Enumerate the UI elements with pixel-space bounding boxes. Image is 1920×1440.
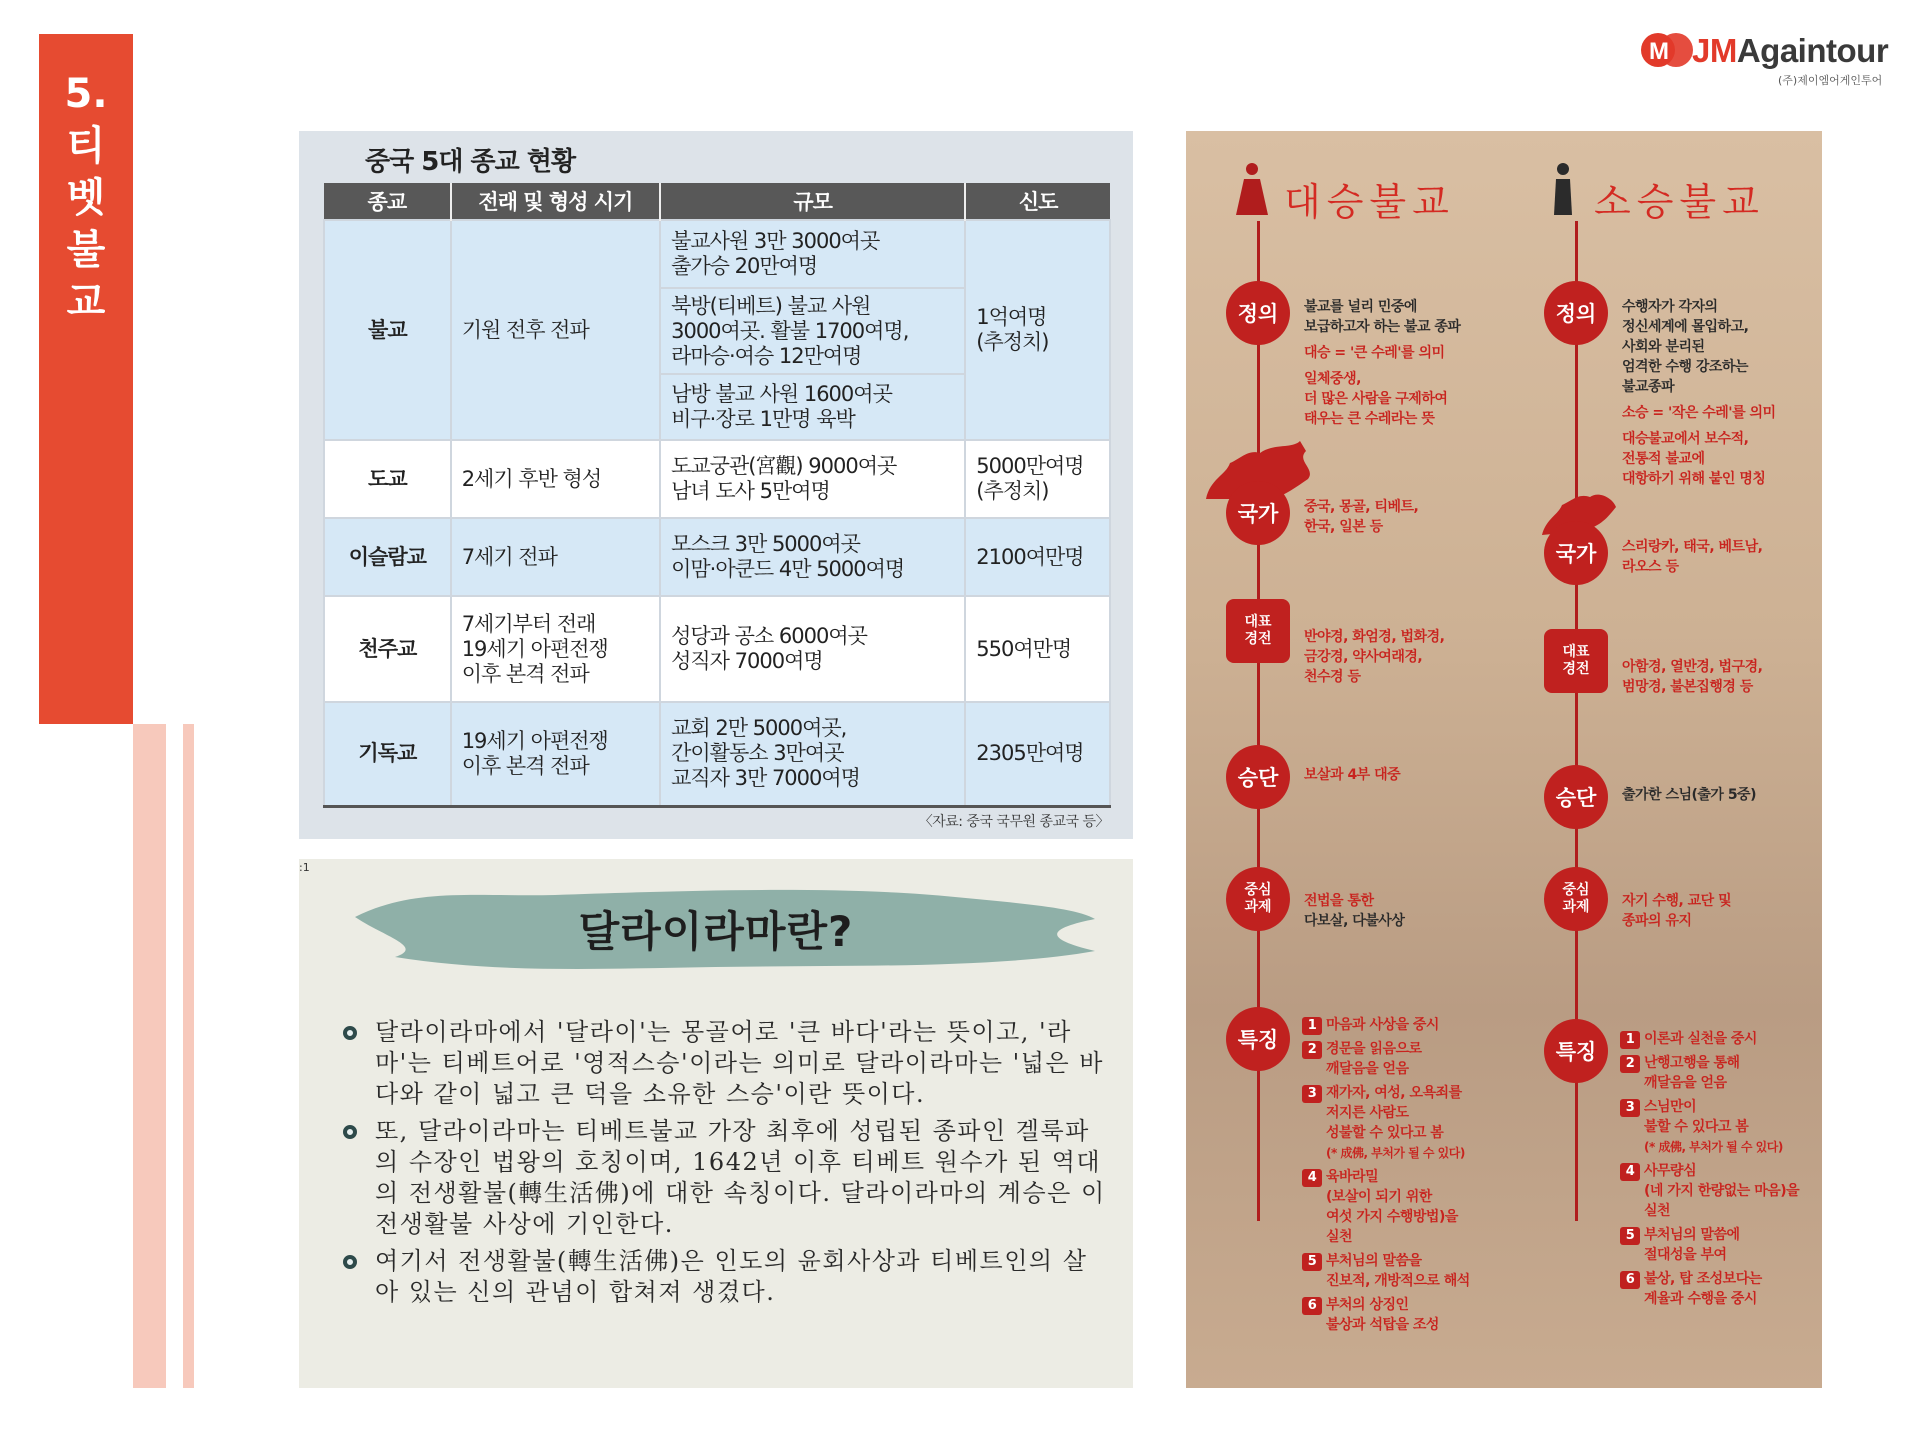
mahayana-sangha: 보살과 4부 대중: [1304, 767, 1401, 783]
table-source: 〈자료: 중국 국무원 종교국 등〉: [918, 814, 1109, 830]
religion-scale: 도교궁관(宮觀) 9000여곳 남녀 도사 5만여명: [660, 440, 965, 518]
religion-followers: 550여만명: [965, 596, 1110, 702]
religion-name: 도교: [324, 440, 451, 518]
side-title-char: 교: [66, 279, 106, 325]
corner-mark: :1: [299, 861, 310, 874]
religion-scale: 불교사원 3만 3000여곳 출가승 20만여명: [660, 220, 965, 288]
paragraph-text: 또, 달라이라마는 티베트불교 가장 최후에 성립된 종파인 겔룩파의 수장인 법왕의 호칭이며, 1642년 이후 티베트 원수가 된 역대의 전생활불(轉生活佛)에 대한 속칭이다. 달라이라마의 계승은 이 전생활불 사상에 기인한다.: [375, 1117, 1106, 1238]
monk-figure-icon: [1546, 161, 1580, 217]
monk-figure-icon: [1230, 161, 1274, 217]
religion-name: 기독교: [324, 702, 451, 806]
decor-stripe: [183, 724, 194, 1388]
religion-period: 19세기 아편전쟁 이후 본격 전파: [451, 702, 660, 806]
mahayana-scriptures: 반야경, 화엄경, 법화경, 금강경, 약사여래경, 천수경 등: [1304, 629, 1445, 685]
table-row: [324, 440, 1110, 518]
hinayana-task: 자기 수행, 교단 및 종파의 유지: [1622, 893, 1732, 929]
node-task: 중심 과제: [1544, 867, 1608, 931]
religion-table: [323, 183, 1111, 808]
paragraph-text: 달라이라마에서 '달라이'는 몽골어로 '큰 바다'라는 뜻이고, '라마'는 티베트어로 '영적스승'이라는 의미로 달라이라마는 '넓은 바다와 같이 넓고 큰 덕을 소유한 스승'이란 뜻이다.: [375, 1018, 1104, 1108]
table-header-row: [324, 183, 1110, 220]
religion-followers: 1억여명 (추정치): [965, 220, 1110, 440]
dalai-title: 달라이라마란?: [578, 907, 854, 956]
religion-period: 7세기 전파: [451, 518, 660, 596]
list-item: [341, 1017, 1111, 1110]
side-title-char: 벳: [66, 175, 106, 221]
table-header: 종교: [324, 183, 451, 220]
mahayana-features: 1 마음과 사상을 중시 2 경문을 읽음으로 깨달음을 얻음 3 재가자, 여성, 오욕죄를 저지른 사람도 성불할 수 있다고 봄 (* 成佛, 부처가 될 수 있다) 4 육바라밀 (보살이 되기 위한 여섯 가지 수행방법)을 실천 5 부처님의 말씀을 진보적, 개방적으로 해석 6 부처의 상징인 불상과 석탑을 조성: [1302, 1015, 1470, 1335]
dalai-description-list: [341, 1017, 1111, 1314]
religion-scale: 남방 불교 사원 1600여곳 비구·장로 1만명 육박: [660, 374, 965, 440]
side-title: [39, 34, 133, 724]
table-title: 중국 5대 종교 현황: [365, 147, 576, 177]
hinayana-sangha: 출가한 스님(출가 5중): [1622, 787, 1756, 803]
table-row: [324, 518, 1110, 596]
logo-mark-icon: [1640, 28, 1694, 74]
buddhism-comparison-infographic: [1186, 131, 1822, 1388]
decor-stripe: [133, 724, 166, 1388]
list-item: [341, 1246, 1111, 1308]
religion-scale: 교회 2만 5000여곳, 간이활동소 3만여곳 교직자 3만 7000여명: [660, 702, 965, 806]
side-title-char: 5.: [64, 71, 108, 117]
table-row: [324, 702, 1110, 806]
node-feature: 특징: [1226, 1007, 1290, 1071]
hinayana-definition: 수행자가 각자의 정신세계에 몰입하고, 사회와 분리된 엄격한 수행 강조하는 불교종파 소승 = '작은 수레'를 의미 대승불교에서 보수적, 전통적 불교에 대항하기 위해 붙인 명칭: [1622, 299, 1776, 487]
religion-followers: 2305만여명: [965, 702, 1110, 806]
mahayana-countries: 중국, 몽골, 티베트, 한국, 일본 등: [1304, 499, 1419, 535]
dalai-lama-panel: [299, 859, 1133, 1388]
bullet-icon: [343, 1125, 357, 1139]
hinayana-features: 1 이론과 실천을 중시 2 난행고행을 통해 깨달음을 얻음 3 스님만이 불할 수 있다고 봄 (* 成佛, 부처가 될 수 있다) 4 사무량심 (네 가지 한량없는 마음)을 실천 5 부처님의 말씀에 절대성을 부여 6 불상, 탑 조성보다는 계율과 수행을 중시: [1620, 1029, 1799, 1309]
side-title-char: 티: [66, 123, 106, 169]
mahayana-task: 전법을 통한 다보살, 다불사상: [1304, 893, 1405, 929]
religion-scale: 모스크 3만 5000여곳 이맘·아쿤드 4만 5000여명: [660, 518, 965, 596]
religion-name: 천주교: [324, 596, 451, 702]
table-header: 규모: [660, 183, 965, 220]
node-scripture: 대표 경전: [1544, 629, 1608, 693]
table-row: [324, 220, 1110, 288]
religion-period: 2세기 후반 형성: [451, 440, 660, 518]
religion-name: 불교: [324, 220, 451, 440]
node-country: 국가: [1226, 481, 1290, 545]
hinayana-countries: 스리랑카, 태국, 베트남, 라오스 등: [1622, 539, 1763, 575]
node-definition: 정의: [1226, 281, 1290, 345]
list-item: [341, 1116, 1111, 1240]
religion-followers: 5000만여명 (추정치): [965, 440, 1110, 518]
religion-period: 7세기부터 전래 19세기 아편전쟁 이후 본격 전파: [451, 596, 660, 702]
table-row: [324, 596, 1110, 702]
bullet-icon: [343, 1026, 357, 1040]
svg-text:M: M: [1649, 38, 1669, 65]
mahayana-title: 대승불교: [1284, 180, 1455, 224]
node-task: 중심 과제: [1226, 867, 1290, 931]
node-country: 국가: [1544, 521, 1608, 585]
node-feature: 특징: [1544, 1019, 1608, 1083]
timeline-line: [1257, 221, 1260, 1221]
node-definition: 정의: [1544, 281, 1608, 345]
node-sangha: 승단: [1226, 745, 1290, 809]
company-logo: [1640, 28, 1900, 88]
religion-scale: 북방(티베트) 불교 사원 3000여곳. 활불 1700여명, 라마승·여승 12만여명: [660, 288, 965, 374]
religion-name: 이슬람교: [324, 518, 451, 596]
religion-period: 기원 전후 전파: [451, 220, 660, 440]
religion-followers: 2100여만명: [965, 518, 1110, 596]
table-header: 신도: [965, 183, 1110, 220]
table-header: 전래 및 형성 시기: [451, 183, 660, 220]
religion-scale: 성당과 공소 6000여곳 성직자 7000여명: [660, 596, 965, 702]
node-sangha: 승단: [1544, 765, 1608, 829]
logo-brand: JMAgaintour: [1692, 32, 1889, 69]
mahayana-definition: 불교를 널리 민중에 보급하고자 하는 불교 종파 대승 = '큰 수레'를 의미 일체중생, 더 많은 사람을 구제하여 태우는 큰 수레라는 뜻: [1304, 299, 1461, 427]
hinayana-scriptures: 아함경, 열반경, 법구경, 범망경, 불본집행경 등: [1622, 659, 1763, 695]
side-title-char: 불: [66, 227, 106, 273]
bullet-icon: [343, 1255, 357, 1269]
logo-subtitle: (주)제이엠어게인투어: [1778, 74, 1883, 87]
hinayana-title: 소승불교: [1594, 180, 1765, 224]
religion-table-panel: [299, 131, 1133, 839]
paragraph-text: 여기서 전생활불(轉生活佛)은 인도의 윤회사상과 티베트인의 살아 있는 신의 관념이 합쳐져 생겼다.: [375, 1247, 1088, 1306]
node-scripture: 대표 경전: [1226, 599, 1290, 663]
